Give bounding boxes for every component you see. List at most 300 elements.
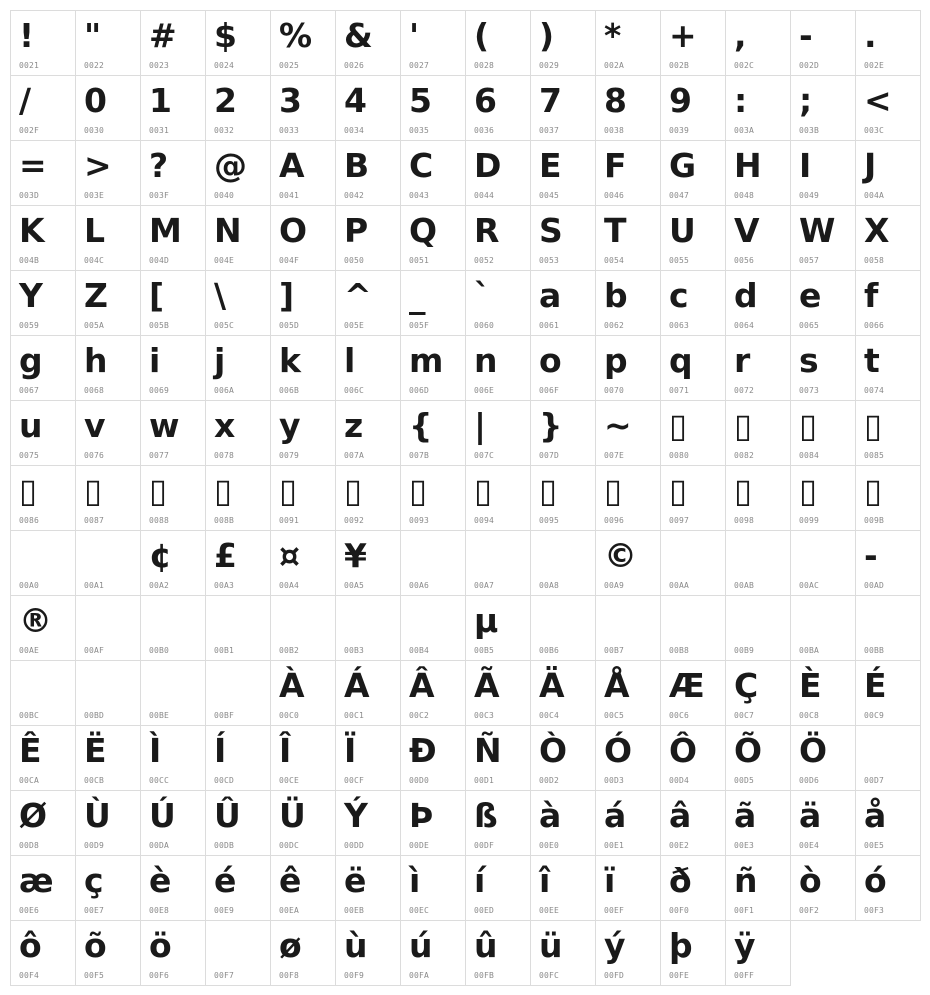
glyph-codepoint: 00AA [669,581,690,590]
glyph-cell [335,790,401,856]
glyph-cell [10,205,76,271]
glyph-codepoint: 0061 [539,321,560,330]
glyph-codepoint: 00D5 [734,776,755,785]
glyph-cell [205,75,271,141]
glyph-cell [140,855,206,921]
glyph-char: 2 [214,81,237,120]
glyph-char: ¤ [279,536,300,575]
glyph-char: ù [344,926,368,965]
glyph-char: P [344,211,369,250]
glyph-cell [140,920,206,986]
glyph-cell [595,140,661,206]
glyph-cell [400,790,466,856]
glyph-char: g [19,341,43,380]
glyph-char: w [149,406,180,445]
glyph-char: ó [864,861,887,900]
glyph-codepoint: 00FB [474,971,495,980]
glyph-codepoint: 00EE [539,906,560,915]
glyph-cell [725,790,791,856]
glyph-cell [140,530,206,596]
glyph-char: D [474,146,502,185]
glyph-cell [140,725,206,791]
glyph-codepoint: 00F6 [149,971,170,980]
glyph-char: z [344,406,364,445]
glyph-cell [725,530,791,596]
glyph-codepoint: 00C4 [539,711,560,720]
glyph-codepoint: 00AB [734,581,755,590]
glyph-codepoint: 00B9 [734,646,755,655]
glyph-codepoint: 0031 [149,126,170,135]
glyph-cell [400,270,466,336]
glyph-codepoint: 0096 [604,516,625,525]
glyph-char: A [279,146,305,185]
glyph-char: Ý [344,796,368,835]
glyph-codepoint: 00A9 [604,581,625,590]
glyph-char: ? [149,146,169,185]
glyph-codepoint: 00B1 [214,646,235,655]
glyph-codepoint: 0056 [734,256,755,265]
glyph-cell [400,465,466,531]
glyph-codepoint: 006D [409,386,430,395]
glyph-cell [335,335,401,401]
glyph-cell [335,920,401,986]
glyph-codepoint: 0072 [734,386,755,395]
glyph-char: ñ [734,861,758,900]
glyph-cell [10,595,76,661]
glyph-codepoint: 0057 [799,256,820,265]
glyph-char: 1 [149,81,172,120]
glyph-cell [855,140,921,206]
glyph-cell [790,10,856,76]
glyph-char: d [734,276,758,315]
glyph-codepoint: 00F4 [19,971,40,980]
glyph-codepoint: 006E [474,386,495,395]
glyph-cell [10,855,76,921]
glyph-char: Õ [734,731,763,770]
glyph-char: } [539,406,563,445]
glyph-cell [790,790,856,856]
glyph-cell [270,660,336,726]
glyph-codepoint: 0070 [604,386,625,395]
glyph-codepoint: 0039 [669,126,690,135]
glyph-char: q [669,341,693,380]
glyph-char: & [344,16,373,55]
glyph-cell [140,790,206,856]
glyph-cell [595,725,661,791]
glyph-char: ë [344,861,367,900]
glyph-char: ' [409,16,420,55]
glyph-codepoint: 0025 [279,61,300,70]
glyph-codepoint: 00A7 [474,581,495,590]
glyph-char: µ [474,601,499,640]
glyph-codepoint: 0050 [344,256,365,265]
glyph-cell [790,660,856,726]
glyph-char: 7 [539,81,562,120]
glyph-codepoint: 00C6 [669,711,690,720]
glyph-codepoint: 004A [864,191,885,200]
glyph-codepoint: 00FA [409,971,430,980]
glyph-char: y [279,406,301,445]
glyph-cell [530,790,596,856]
glyph-char: Í [214,731,227,770]
glyph-codepoint: 0052 [474,256,495,265]
glyph-cell [270,790,336,856]
glyph-cell [465,595,531,661]
glyph-char: â [669,796,692,835]
glyph-cell [10,335,76,401]
glyph-char: h [84,341,108,380]
glyph-cell [855,790,921,856]
glyph-codepoint: 002D [799,61,820,70]
glyph-cell [465,270,531,336]
glyph-cell [10,790,76,856]
glyph-cell [75,10,141,76]
glyph-char: = [19,146,47,185]
glyph-cell [400,660,466,726]
glyph-cell [790,530,856,596]
glyph-cell [335,530,401,596]
glyph-cell [660,10,726,76]
glyph-codepoint: 0091 [279,516,300,525]
glyph-char: ▯ [84,471,103,510]
glyph-cell [465,335,531,401]
glyph-cell [530,660,596,726]
glyph-cell [660,205,726,271]
glyph-char: ï [604,861,616,900]
glyph-codepoint: 0041 [279,191,300,200]
glyph-codepoint: 00B0 [149,646,170,655]
glyph-char: Å [604,666,630,705]
glyph-cell [140,270,206,336]
glyph-codepoint: 0022 [84,61,105,70]
glyph-codepoint: 00F5 [84,971,105,980]
glyph-char: r [734,341,751,380]
glyph-cell [660,855,726,921]
glyph-char: Ò [539,731,568,770]
glyph-codepoint: 0023 [149,61,170,70]
glyph-cell [725,400,791,466]
glyph-cell [10,400,76,466]
glyph-cell [660,75,726,141]
glyph-codepoint: 0032 [214,126,235,135]
glyph-char: ý [604,926,626,965]
glyph-char: à [539,796,562,835]
glyph-codepoint: 00DF [474,841,495,850]
glyph-char: Ì [149,731,162,770]
glyph-char: ö [149,926,172,965]
glyph-codepoint: 00AF [84,646,105,655]
glyph-codepoint: 0021 [19,61,40,70]
glyph-codepoint: 00BA [799,646,820,655]
glyph-cell [660,725,726,791]
glyph-codepoint: 00E3 [734,841,755,850]
glyph-char: ▯ [214,471,233,510]
glyph-codepoint: 00BB [864,646,885,655]
glyph-codepoint: 00F0 [669,906,690,915]
glyph-cell [205,400,271,466]
glyph-char: æ [19,861,54,900]
glyph-char: Y [19,276,43,315]
glyph-cell [75,140,141,206]
glyph-cell [10,270,76,336]
glyph-cell [75,205,141,271]
glyph-cell [270,335,336,401]
glyph-char: ( [474,16,490,55]
glyph-cell [270,595,336,661]
glyph-cell [660,465,726,531]
glyph-cell [10,920,76,986]
glyph-codepoint: 0064 [734,321,755,330]
glyph-cell [790,855,856,921]
glyph-cell [660,530,726,596]
glyph-cell [335,465,401,531]
glyph-cell [595,660,661,726]
glyph-cell [400,205,466,271]
glyph-cell [855,725,921,791]
glyph-cell [140,465,206,531]
glyph-codepoint: 00B8 [669,646,690,655]
glyph-codepoint: 0027 [409,61,430,70]
glyph-char: Î [279,731,292,770]
glyph-char: ▯ [344,471,363,510]
glyph-codepoint: 008B [214,516,235,525]
glyph-cell [530,595,596,661]
glyph-cell [725,660,791,726]
glyph-char: | [474,406,487,445]
glyph-char: Z [84,276,108,315]
glyph-char: : [734,81,748,120]
glyph-char: 3 [279,81,302,120]
glyph-cell [205,465,271,531]
glyph-cell [725,140,791,206]
glyph-codepoint: 0063 [669,321,690,330]
glyph-char: 6 [474,81,497,120]
glyph-cell [140,595,206,661]
glyph-codepoint: 00DC [279,841,300,850]
glyph-codepoint: 00B5 [474,646,495,655]
glyph-codepoint: 00F8 [279,971,300,980]
glyph-cell [270,140,336,206]
glyph-cell [595,595,661,661]
glyph-codepoint: 0035 [409,126,430,135]
glyph-cell [75,660,141,726]
glyph-cell [530,855,596,921]
glyph-codepoint: 004C [84,256,105,265]
glyph-cell [595,855,661,921]
glyph-cell [595,270,661,336]
glyph-codepoint: 0028 [474,61,495,70]
glyph-char: ▯ [799,471,818,510]
glyph-cell [75,790,141,856]
glyph-char: $ [214,16,237,55]
glyph-cell [75,595,141,661]
glyph-codepoint: 0059 [19,321,40,330]
glyph-cell [530,75,596,141]
glyph-cell [270,75,336,141]
glyph-codepoint: 00E5 [864,841,885,850]
glyph-codepoint: 003B [799,126,820,135]
glyph-cell [335,140,401,206]
glyph-codepoint: 0037 [539,126,560,135]
glyph-codepoint: 00A6 [409,581,430,590]
glyph-codepoint: 0082 [734,451,755,460]
glyph-codepoint: 00C8 [799,711,820,720]
glyph-cell [140,205,206,271]
glyph-codepoint: 002F [19,126,40,135]
glyph-codepoint: 0047 [669,191,690,200]
glyph-char: _ [409,276,426,315]
glyph-char: è [149,861,172,900]
glyph-cell [660,920,726,986]
glyph-cell [140,75,206,141]
glyph-char: ` [474,276,491,315]
glyph-char: W [799,211,836,250]
glyph-codepoint: 0078 [214,451,235,460]
glyph-char: f [864,276,879,315]
glyph-codepoint: 00FC [539,971,560,980]
glyph-codepoint: 0055 [669,256,690,265]
glyph-codepoint: 00B6 [539,646,560,655]
glyph-codepoint: 005E [344,321,365,330]
glyph-cell [790,205,856,271]
glyph-codepoint: 0043 [409,191,430,200]
glyph-codepoint: 00C5 [604,711,625,720]
glyph-codepoint: 00E2 [669,841,690,850]
glyph-cell [595,75,661,141]
glyph-char: ú [409,926,433,965]
glyph-cell [790,75,856,141]
glyph-char: ! [19,16,35,55]
glyph-char: ▯ [734,471,753,510]
glyph-cell [400,920,466,986]
glyph-char: ¢ [149,536,172,575]
glyph-cell [530,400,596,466]
glyph-cell [10,660,76,726]
glyph-codepoint: 002A [604,61,625,70]
glyph-codepoint: 00A3 [214,581,235,590]
glyph-char: ø [279,926,302,965]
glyph-codepoint: 00D6 [799,776,820,785]
glyph-char: Q [409,211,438,250]
glyph-codepoint: 006B [279,386,300,395]
glyph-cell [855,595,921,661]
glyph-cell [465,660,531,726]
glyph-codepoint: 007B [409,451,430,460]
glyph-cell [10,530,76,596]
glyph-codepoint: 00D1 [474,776,495,785]
glyph-cell [205,660,271,726]
glyph-cell [140,660,206,726]
glyph-codepoint: 00D4 [669,776,690,785]
glyph-char: ▯ [474,471,493,510]
glyph-codepoint: 003C [864,126,885,135]
glyph-cell [335,595,401,661]
glyph-char: [ [149,276,165,315]
glyph-cell [530,205,596,271]
glyph-cell [725,595,791,661]
glyph-cell [855,75,921,141]
glyph-codepoint: 0068 [84,386,105,395]
glyph-cell [75,530,141,596]
glyph-cell [855,855,921,921]
glyph-cell [855,530,921,596]
glyph-codepoint: 0062 [604,321,625,330]
glyph-codepoint: 00DB [214,841,235,850]
glyph-cell [790,465,856,531]
glyph-char: ▯ [669,471,688,510]
glyph-codepoint: 00E7 [84,906,105,915]
glyph-codepoint: 00BC [19,711,40,720]
glyph-codepoint: 0088 [149,516,170,525]
glyph-char: Þ [409,796,434,835]
glyph-char: Ô [669,731,698,770]
glyph-char: E [539,146,562,185]
glyph-cell [335,400,401,466]
glyph-char: @ [214,146,247,185]
glyph-cell [595,205,661,271]
glyph-cell [660,595,726,661]
glyph-char: ] [279,276,295,315]
glyph-char: m [409,341,444,380]
glyph-cell [595,335,661,401]
glyph-codepoint: 0092 [344,516,365,525]
glyph-char: ê [279,861,302,900]
glyph-codepoint: 0045 [539,191,560,200]
glyph-char: ® [19,601,52,640]
glyph-cell [205,205,271,271]
glyph-codepoint: 006C [344,386,365,395]
glyph-cell [335,855,401,921]
glyph-codepoint: 0097 [669,516,690,525]
glyph-codepoint: 00A2 [149,581,170,590]
glyph-cell [530,140,596,206]
glyph-cell [205,140,271,206]
glyph-char: 0 [84,81,107,120]
glyph-char: þ [669,926,693,965]
glyph-char: t [864,341,880,380]
glyph-cell [205,270,271,336]
glyph-codepoint: 004B [19,256,40,265]
glyph-char: É [864,666,887,705]
glyph-cell [530,920,596,986]
glyph-char: ▯ [669,406,688,445]
glyph-codepoint: 0067 [19,386,40,395]
glyph-codepoint: 0079 [279,451,300,460]
glyph-codepoint: 005F [409,321,430,330]
glyph-char: ▯ [864,471,883,510]
glyph-char: " [84,16,102,55]
glyph-char: Ê [19,731,42,770]
glyph-codepoint: 0038 [604,126,625,135]
glyph-cell [660,140,726,206]
glyph-codepoint: 00CF [344,776,365,785]
glyph-cell [465,855,531,921]
glyph-cell [530,335,596,401]
glyph-cell [400,595,466,661]
glyph-cell [855,205,921,271]
glyph-cell [205,530,271,596]
glyph-cell [270,855,336,921]
glyph-codepoint: 0029 [539,61,560,70]
glyph-char: b [604,276,628,315]
glyph-cell [725,270,791,336]
glyph-cell [140,10,206,76]
glyph-codepoint: 009B [864,516,885,525]
glyph-codepoint: 0071 [669,386,690,395]
glyph-char: T [604,211,627,250]
glyph-char: 5 [409,81,432,120]
glyph-cell [75,920,141,986]
